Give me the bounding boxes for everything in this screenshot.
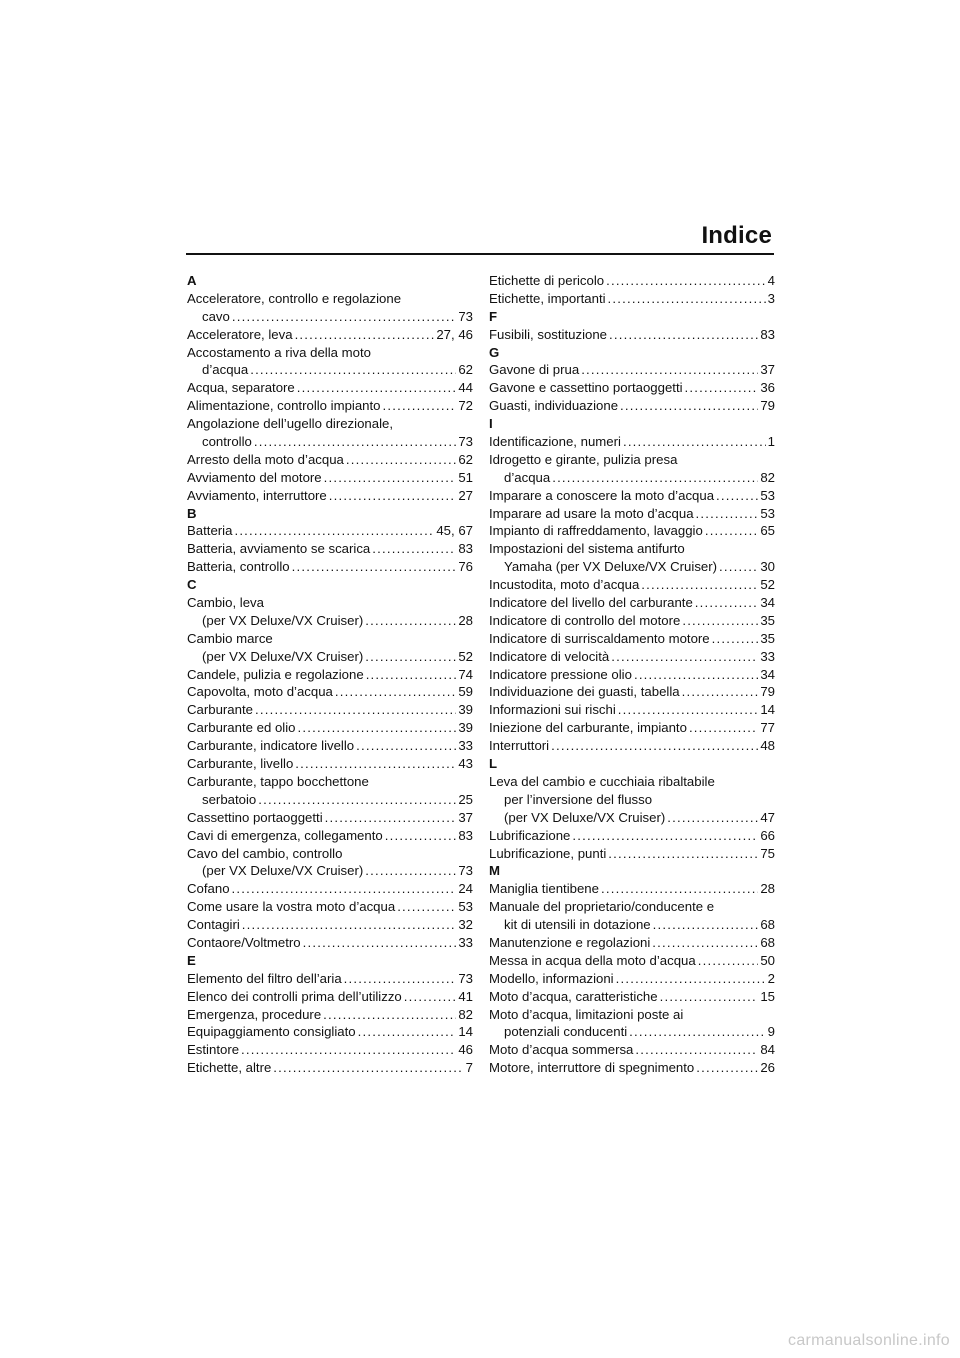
index-entry — [489, 988, 775, 1006]
dot-leader — [608, 845, 758, 863]
dot-leader — [242, 916, 457, 934]
index-entry-text: potenziali conducenti — [504, 1024, 628, 1040]
index-entry-text: (per VX Deluxe/VX Cruiser) — [202, 612, 364, 628]
dot-leader — [696, 505, 759, 523]
index-entry-page: 15 — [760, 988, 775, 1004]
index-entry-text: Batteria, avviamento se scarica — [187, 541, 371, 557]
index-entry — [187, 809, 473, 827]
index-entry-page: 62 — [458, 451, 473, 467]
section-letter: I — [489, 416, 493, 432]
dot-leader — [618, 701, 759, 719]
index-entry — [187, 540, 473, 558]
index-entry-page: 28 — [760, 881, 775, 897]
index-entry-page: 47 — [760, 809, 775, 825]
section-letter: L — [489, 756, 498, 772]
index-entry-page: 35 — [760, 612, 775, 628]
index-entry — [489, 290, 775, 308]
index-entry-text: Informazioni sui rischi — [489, 702, 616, 718]
index-entry-text: Motore, interruttore di spegnimento — [489, 1060, 695, 1076]
index-entry — [187, 1059, 473, 1077]
index-entry-page: 52 — [760, 577, 775, 593]
index-entry-text: d’acqua — [504, 469, 551, 485]
index-entry-page: 33 — [458, 738, 473, 754]
index-entry — [187, 916, 473, 934]
dot-leader — [385, 827, 457, 845]
index-entry — [489, 880, 775, 898]
dot-leader — [660, 988, 759, 1006]
index-entry-text: Contaore/Voltmetro — [187, 934, 301, 950]
index-entry-text: Incustodita, moto d’acqua — [489, 577, 640, 593]
index-entry-text: Fusibili, sostituzione — [489, 326, 608, 342]
index-entry-text: Identificazione, numeri — [489, 434, 621, 450]
index-entry-heading: per l’inversione del flusso — [504, 791, 653, 807]
dot-leader — [685, 379, 759, 397]
dot-leader — [667, 809, 758, 827]
index-entry-page: 35 — [760, 630, 775, 646]
index-entry-text: Impianto di raffreddamento, lavaggio — [489, 523, 703, 539]
index-entry — [489, 576, 775, 594]
index-entry-text: Manutenzione e regolazioni — [489, 934, 651, 950]
index-entry-page: 83 — [760, 326, 775, 342]
index-entry-text: Batteria, controllo — [187, 559, 290, 575]
index-entry — [489, 827, 775, 845]
dot-leader — [653, 916, 759, 934]
dot-leader — [608, 290, 766, 308]
dot-leader — [232, 880, 457, 898]
index-entry-page: 43 — [458, 756, 473, 772]
dot-leader — [623, 433, 766, 451]
index-entry-page: 73 — [458, 434, 473, 450]
index-entry-page: 76 — [458, 559, 473, 575]
index-entry-page: 44 — [458, 380, 473, 396]
dot-leader — [620, 397, 758, 415]
index-entry — [489, 272, 775, 290]
dot-leader — [641, 576, 758, 594]
index-entry-text: Gavone e cassettino portaoggetti — [489, 380, 683, 396]
index-entry-text: Imparare a conoscere la moto d’acqua — [489, 487, 715, 503]
index-entry-page: 34 — [760, 595, 775, 611]
index-entry-text: Carburante, indicatore livello — [187, 738, 355, 754]
index-entry-heading: Cambio, leva — [187, 595, 264, 611]
index-entry-text: Lubrificazione — [489, 827, 571, 843]
index-entry-text: Indicatore di velocità — [489, 648, 610, 664]
index-entry — [489, 469, 775, 487]
dot-leader — [551, 737, 758, 755]
index-entry — [187, 397, 473, 415]
index-entry-text: d’acqua — [202, 362, 249, 378]
dot-leader — [295, 326, 435, 344]
index-entry-page: 39 — [458, 720, 473, 736]
index-entry-heading: Manuale del proprietario/conducente e — [489, 899, 715, 915]
dot-leader — [366, 666, 457, 684]
dot-leader — [258, 791, 456, 809]
section-letter: E — [187, 952, 196, 968]
index-entry — [187, 862, 473, 880]
index-entry-page: 30 — [760, 559, 775, 575]
dot-leader — [572, 827, 758, 845]
index-entry-page: 73 — [458, 308, 473, 324]
dot-leader — [346, 451, 456, 469]
dot-leader — [344, 970, 457, 988]
index-entry-page: 75 — [760, 845, 775, 861]
index-entry — [489, 683, 775, 701]
index-entry-text: Avviamento, interruttore — [187, 487, 327, 503]
index-entry — [489, 397, 775, 415]
index-entry — [489, 379, 775, 397]
index-entry-text: Carburante ed olio — [187, 720, 296, 736]
index-entry — [489, 326, 775, 344]
index-entry — [489, 1023, 775, 1041]
title-rule — [186, 253, 774, 255]
dot-leader — [298, 719, 457, 737]
index-entry — [187, 898, 473, 916]
index-entry-page: 59 — [458, 684, 473, 700]
index-entry-text: (per VX Deluxe/VX Cruiser) — [504, 809, 666, 825]
index-entry-text: Imparare ad usare la moto d’acqua — [489, 505, 694, 521]
index-entry-text: Moto d’acqua sommersa — [489, 1042, 634, 1058]
index-entry-heading: Accostamento a riva della moto — [187, 344, 371, 360]
index-entry — [489, 558, 775, 576]
index-entry-text: Messa in acqua della moto d’acqua — [489, 952, 696, 968]
index-entry — [489, 719, 775, 737]
index-entry — [187, 326, 473, 344]
dot-leader — [365, 612, 456, 630]
page-title: Indice — [701, 222, 772, 249]
index-entry-text: kit di utensili in dotazione — [504, 917, 651, 933]
dot-leader — [329, 487, 457, 505]
index-entry-page: 83 — [458, 827, 473, 843]
dot-leader — [324, 469, 457, 487]
dot-leader — [682, 612, 758, 630]
dot-leader — [716, 487, 758, 505]
index-entry-page: 37 — [458, 809, 473, 825]
section-letter: M — [489, 863, 500, 879]
index-column-left — [187, 272, 473, 1077]
index-entry — [489, 594, 775, 612]
index-entry — [489, 487, 775, 505]
index-entry-text: Indicatore di controllo del motore — [489, 612, 681, 628]
index-entry-heading: Acceleratore, controllo e regolazione — [187, 290, 402, 306]
index-entry-page: 79 — [760, 684, 775, 700]
index-entry-text: Etichette, altre — [187, 1060, 272, 1076]
dot-leader — [255, 701, 456, 719]
index-entry-heading: Leva del cambio e cucchiaia ribaltabile — [489, 773, 715, 789]
index-entry-text: Cofano — [187, 881, 230, 897]
index-entry-text: Emergenza, procedure — [187, 1006, 322, 1022]
dot-leader — [250, 361, 456, 379]
dot-leader — [404, 988, 457, 1006]
index-entry — [489, 522, 775, 540]
index-entry-text: Interruttori — [489, 738, 550, 754]
dot-leader — [616, 970, 766, 988]
index-entry-text: Carburante, livello — [187, 756, 294, 772]
index-entry-text: Capovolta, moto d’acqua — [187, 684, 333, 700]
index-entry-text: Come usare la vostra moto d’acqua — [187, 899, 396, 915]
dot-leader — [303, 934, 457, 952]
index-entry-page: 28 — [458, 612, 473, 628]
index-entry-text: Carburante — [187, 702, 253, 718]
index-entry-text: Modello, informazioni — [489, 970, 614, 986]
index-entry — [187, 648, 473, 666]
index-entry-text: serbatoio — [202, 791, 257, 807]
watermark: carmanualsonline.info — [788, 1332, 950, 1349]
index-entry — [187, 683, 473, 701]
index-entry-text: Equipaggiamento consigliato — [187, 1024, 356, 1040]
index-entry-page: 27 — [458, 487, 473, 503]
index-entry-page: 82 — [760, 469, 775, 485]
index-entry — [489, 1059, 775, 1077]
dot-leader — [372, 540, 456, 558]
index-entry-text: Elenco dei controlli prima dell’utilizzo — [187, 988, 402, 1004]
dot-leader — [335, 683, 456, 701]
index-entry — [489, 361, 775, 379]
dot-leader — [581, 361, 758, 379]
index-entry-text: Iniezione del carburante, impianto — [489, 720, 687, 736]
index-entry-page: 53 — [458, 899, 473, 915]
dot-leader — [358, 1023, 457, 1041]
index-entry — [489, 612, 775, 630]
index-column-right — [489, 272, 775, 1077]
index-entry-page: 33 — [458, 934, 473, 950]
index-entry — [489, 648, 775, 666]
index-entry-page: 41 — [458, 988, 473, 1004]
index-entry — [187, 1023, 473, 1041]
index-entry-page: 39 — [458, 702, 473, 718]
index-entry — [489, 701, 775, 719]
index-entry — [187, 361, 473, 379]
index-entry-text: Etichette, importanti — [489, 290, 606, 306]
index-entry-text: Batteria — [187, 523, 233, 539]
index-entry-page: 84 — [760, 1042, 775, 1058]
index-entry-heading: Cavo del cambio, controllo — [187, 845, 343, 861]
index-entry-text: Indicatore del livello del carburante — [489, 595, 693, 611]
index-entry — [187, 487, 473, 505]
index-entry-text: Yamaha (per VX Deluxe/VX Cruiser) — [504, 559, 718, 575]
index-entry — [489, 1041, 775, 1059]
index-entry-heading: Carburante, tappo bocchettone — [187, 773, 369, 789]
index-entry — [489, 916, 775, 934]
index-entry-page: 33 — [760, 648, 775, 664]
index-entry-page: 14 — [458, 1024, 473, 1040]
index-entry-page: 36 — [760, 380, 775, 396]
index-entry-text: Candele, pulizia e regolazione — [187, 666, 364, 682]
dot-leader — [601, 880, 758, 898]
index-entry-page: 77 — [760, 720, 775, 736]
index-entry-page: 46 — [458, 1042, 473, 1058]
index-entry-page: 68 — [760, 917, 775, 933]
dot-leader — [611, 648, 758, 666]
index-entry — [187, 719, 473, 737]
index-entry-page: 83 — [458, 541, 473, 557]
section-letter: G — [489, 344, 500, 360]
index-entry-text: Arresto della moto d’acqua — [187, 451, 344, 467]
index-entry-page: 52 — [458, 648, 473, 664]
index-entry — [489, 630, 775, 648]
index-entry-text: Lubrificazione, punti — [489, 845, 607, 861]
index-entry-page: 48 — [760, 738, 775, 754]
index-entry-page: 24 — [458, 881, 473, 897]
index-entry — [489, 845, 775, 863]
index-entry — [489, 952, 775, 970]
index-entry-heading: Moto d’acqua, limitazioni poste ai — [489, 1006, 684, 1022]
index-entry-text: cavo — [202, 308, 230, 324]
index-entry-text: Acceleratore, leva — [187, 326, 293, 342]
index-entry — [489, 433, 775, 451]
section-letter: C — [187, 577, 197, 593]
index-entry-page: 66 — [760, 827, 775, 843]
index-entry-text: Cavi di emergenza, collegamento — [187, 827, 383, 843]
index-entry-text: Alimentazione, controllo impianto — [187, 398, 381, 414]
index-entry-page: 45, 67 — [436, 523, 473, 539]
dot-leader — [365, 648, 456, 666]
index-entry — [187, 934, 473, 952]
index-entry-page: 14 — [760, 702, 775, 718]
dot-leader — [696, 1059, 758, 1077]
index-entry-page: 34 — [760, 666, 775, 682]
index-entry-text: Avviamento del motore — [187, 469, 322, 485]
index-entry-text: Indicatore pressione olio — [489, 666, 632, 682]
dot-leader — [254, 433, 456, 451]
index-entry — [187, 469, 473, 487]
index-entry-text: Elemento del filtro dell’aria — [187, 970, 342, 986]
index-entry — [187, 379, 473, 397]
index-entry — [187, 737, 473, 755]
index-entry — [489, 666, 775, 684]
section-letter: B — [187, 505, 197, 521]
dot-leader — [295, 755, 456, 773]
dot-leader — [719, 558, 758, 576]
index-entry-page: 27, 46 — [436, 326, 473, 342]
index-entry — [187, 1041, 473, 1059]
dot-leader — [356, 737, 456, 755]
dot-leader — [609, 326, 758, 344]
index-entry-text: Indicatore di surriscaldamento motore — [489, 630, 710, 646]
index-entry-heading: Idrogetto e girante, pulizia presa — [489, 451, 678, 467]
index-entry-page: 62 — [458, 362, 473, 378]
index-entry-page: 82 — [458, 1006, 473, 1022]
index-entry — [187, 308, 473, 326]
index-entry — [187, 666, 473, 684]
index-entry-text: Guasti, individuazione — [489, 398, 619, 414]
dot-leader — [325, 809, 457, 827]
index-entry — [187, 970, 473, 988]
index-entry — [187, 433, 473, 451]
dot-leader — [273, 1059, 463, 1077]
index-entry-page: 3 — [767, 290, 775, 306]
index-entry — [187, 791, 473, 809]
dot-leader — [712, 630, 759, 648]
index-entry-page: 68 — [760, 934, 775, 950]
index-entry — [489, 934, 775, 952]
index-entry-page: 2 — [767, 970, 775, 986]
index-entry — [187, 880, 473, 898]
index-entry-page: 7 — [465, 1060, 473, 1076]
index-entry-page: 50 — [760, 952, 775, 968]
index-entry-text: Contagiri — [187, 917, 240, 933]
index-entry-text: Etichette di pericolo — [489, 273, 605, 288]
index-entry-text: Maniglia tientibene — [489, 881, 599, 897]
index-entry — [187, 451, 473, 469]
index-entry — [489, 737, 775, 755]
index-entry-text: Acqua, separatore — [187, 380, 295, 396]
dot-leader — [323, 1006, 456, 1024]
index-entry-page: 65 — [760, 523, 775, 539]
dot-leader — [383, 397, 457, 415]
dot-leader — [689, 719, 758, 737]
index-entry-heading: Impostazioni del sistema antifurto — [489, 541, 685, 557]
index-entry-text: Gavone di prua — [489, 362, 580, 378]
index-entry-text: Cassettino portaoggetti — [187, 809, 323, 825]
index-entry-page: 74 — [458, 666, 473, 682]
index-entry — [489, 809, 775, 827]
index-entry-text: (per VX Deluxe/VX Cruiser) — [202, 863, 364, 879]
dot-leader — [397, 898, 456, 916]
dot-leader — [698, 952, 759, 970]
dot-leader — [552, 469, 758, 487]
index-entry-page: 4 — [767, 273, 775, 288]
index-entry — [187, 558, 473, 576]
dot-leader — [297, 379, 457, 397]
index-entry-page: 72 — [458, 398, 473, 414]
index-entry-page: 32 — [458, 917, 473, 933]
dot-leader — [241, 1041, 456, 1059]
index-entry-text: Estintore — [187, 1042, 240, 1058]
dot-leader — [232, 308, 456, 326]
index-entry-page: 53 — [760, 487, 775, 503]
section-letter: A — [187, 273, 197, 288]
index-entry — [187, 1006, 473, 1024]
index-entry-page: 53 — [760, 505, 775, 521]
dot-leader — [652, 934, 758, 952]
dot-leader — [606, 272, 766, 290]
dot-leader — [635, 1041, 758, 1059]
dot-leader — [234, 522, 434, 540]
index-entry-page: 25 — [458, 791, 473, 807]
index-entry-page: 9 — [767, 1024, 775, 1040]
index-entry-page: 51 — [458, 469, 473, 485]
index-entry-page: 79 — [760, 398, 775, 414]
index-entry — [489, 505, 775, 523]
dot-leader — [634, 666, 758, 684]
index-entry-heading: Cambio marce — [187, 630, 273, 646]
dot-leader — [705, 522, 759, 540]
dot-leader — [629, 1023, 765, 1041]
dot-leader — [695, 594, 759, 612]
index-entry — [187, 755, 473, 773]
dot-leader — [365, 862, 456, 880]
index-entry — [187, 701, 473, 719]
index-entry-heading: Angolazione dell’ugello direzionale, — [187, 416, 394, 432]
index-entry — [187, 988, 473, 1006]
dot-leader — [682, 683, 759, 701]
dot-leader — [292, 558, 457, 576]
index-entry — [187, 522, 473, 540]
index-entry-page: 73 — [458, 863, 473, 879]
index-entry-text: (per VX Deluxe/VX Cruiser) — [202, 648, 364, 664]
index-entry — [187, 827, 473, 845]
index-entry — [489, 970, 775, 988]
index-entry-text: Individuazione dei guasti, tabella — [489, 684, 680, 700]
index-entry-page: 73 — [458, 970, 473, 986]
index-entry-text: Moto d’acqua, caratteristiche — [489, 988, 658, 1004]
index-entry-text: controllo — [202, 434, 252, 450]
section-letter: F — [489, 308, 498, 324]
index-entry — [187, 612, 473, 630]
index-entry-page: 37 — [760, 362, 775, 378]
index-entry-page: 1 — [767, 434, 775, 450]
index-entry-page: 26 — [760, 1060, 775, 1076]
